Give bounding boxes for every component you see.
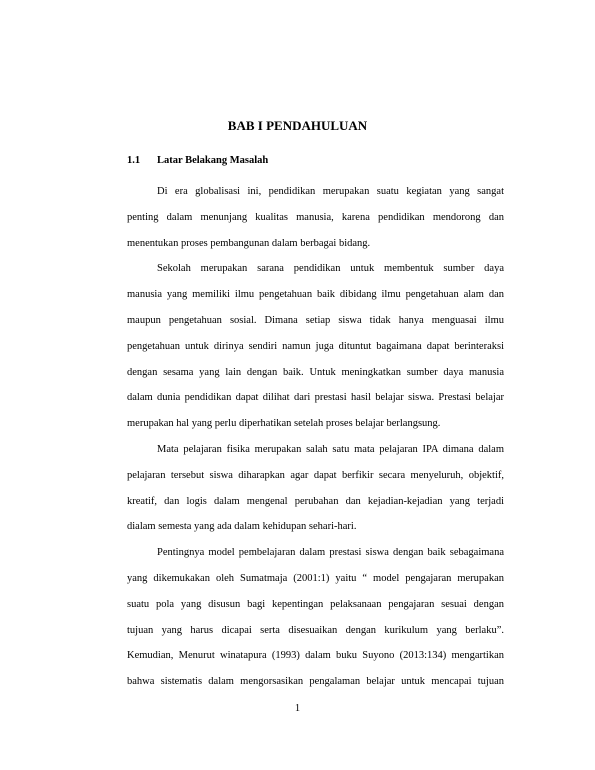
paragraph-line: tujuan yang harus dicapai serta disesuaikan dengan kurikulum yang berlaku”. [127,624,504,636]
paragraph-line: Kemudian, Menurut winatapura (1993) dalam buku Suyono (2013:134) mengartikan [127,650,504,662]
chapter-title: BAB I PENDAHULUAN [227,118,368,133]
page-number: 1 [294,703,301,714]
body-text [127,179,504,695]
paragraph-line: pengetahuan untuk dirinya sendiri namun juga dituntut bagaimana dapat berinteraksi [127,340,504,352]
section-title: Latar Belakang Masalah [157,155,269,166]
paragraph-line: kreatif, dan logis dalam mengenal perubahan dan kejadian-kejadian yang terjadi [127,495,504,507]
paragraph-line: bahwa sistematis dalam mengorsasikan pengalaman belajar untuk mencapai tujuan [127,676,504,688]
paragraph-line: merupakan hal yang perlu diperhatikan setelah proses belajar berlangsung. [127,418,441,430]
paragraph-line: Di era globalisasi ini, pendidikan merupakan suatu kegiatan yang sangat [157,186,504,197]
paragraph-line: manusia yang memiliki ilmu pengetahuan baik dibidang ilmu pengetahuan alam dan [127,289,504,301]
paragraph-line: yang dikemukakan oleh Sumatmaja (2001:1) yaitu “ model pengajaran merupakan [127,572,504,584]
paragraph-line: Pentingnya model pembelajaran dalam prestasi siswa dengan baik sebagaimana [157,547,504,559]
paragraph-line: pelajaran tersebut siswa diharapkan agar dapat berfikir secara menyeluruh, objektif, [127,469,504,481]
paragraph-line: dengan sesama yang lain dengan baik. Untuk meningkatkan sumber daya manusia [127,366,504,378]
paragraph-line: dalam dunia pendidikan dapat dilihat dari prestasi hasil belajar siswa. Prestasi belajar [127,392,504,404]
paragraph-line: suatu pola yang disusun bagi kepentingan pelaksanaan pengajaran sesuai dengan [127,598,504,610]
paragraph-line: dialam semesta yang ada dalam kehidupan sehari-hari. [127,521,357,533]
paragraph-line: Mata pelajaran fisika merupakan salah satu mata pelajaran IPA dimana dalam [157,443,504,455]
paragraph-line: menentukan proses pembangunan dalam berbagai bidang. [127,237,371,249]
paragraph-line: Sekolah merupakan sarana pendidikan untuk membentuk sumber daya [157,263,504,275]
section-number: 1.1 [127,155,141,166]
section-heading [127,154,268,168]
paragraph-line: maupun pengetahuan sosial. Dimana setiap siswa tidak hanya menguasai ilmu [127,314,504,326]
paragraph-line: penting dalam menunjang kualitas manusia, karena pendidikan mendorong dan [127,211,504,223]
